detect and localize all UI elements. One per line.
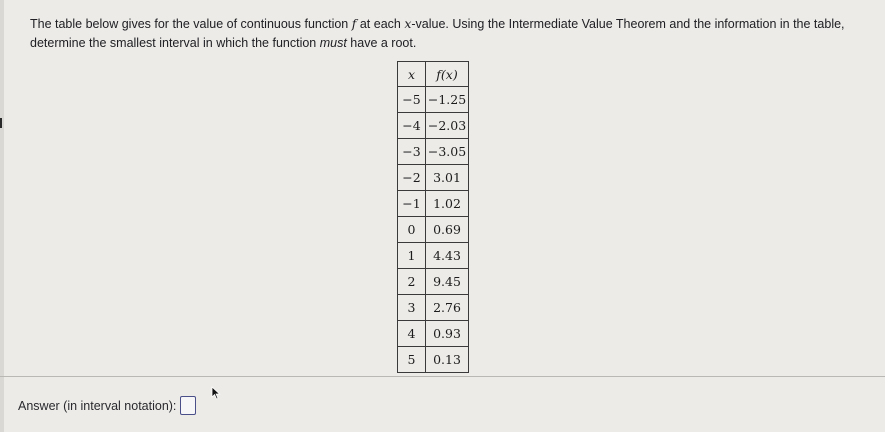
mouse-pointer-icon (211, 386, 221, 400)
cell-fx: 2.76 (426, 295, 469, 321)
cell-fx: 3.01 (426, 165, 469, 191)
table-row (398, 191, 469, 217)
cell-fx: 0.69 (426, 217, 469, 243)
question-line1-start: The table below gives for the value of continuous function (30, 17, 352, 31)
table-header-row (398, 62, 469, 87)
cell-fx: 1.02 (426, 191, 469, 217)
function-symbol: f (351, 16, 357, 31)
table-row (398, 295, 469, 321)
table-row (398, 113, 469, 139)
cell-x: 2 (398, 269, 426, 295)
cell-x: 3 (398, 295, 426, 321)
cell-x: −4 (398, 113, 426, 139)
cell-x: 0 (398, 217, 426, 243)
header-x: x (398, 62, 426, 87)
cell-fx: −2.03 (426, 113, 469, 139)
cell-x: −5 (398, 87, 426, 113)
cell-fx: −3.05 (426, 139, 469, 165)
cell-fx: −1.25 (426, 87, 469, 113)
cell-x: 1 (398, 243, 426, 269)
table-row (398, 347, 469, 373)
cell-x: 4 (398, 321, 426, 347)
table-row (398, 321, 469, 347)
cell-x: 5 (398, 347, 426, 373)
cell-x: −1 (398, 191, 426, 217)
table-row (398, 217, 469, 243)
cell-fx: 0.93 (426, 321, 469, 347)
table-row (398, 139, 469, 165)
question-line2-start: determine the smallest interval in which the function (30, 36, 320, 50)
table-row (398, 269, 469, 295)
section-divider (0, 376, 885, 377)
answer-input[interactable] (180, 396, 196, 415)
question-line1-mid: at each (356, 17, 405, 31)
cell-fx: 9.45 (426, 269, 469, 295)
table-row (398, 243, 469, 269)
question-line2-end: have a root. (346, 36, 417, 50)
header-fx: f(x) (426, 62, 469, 87)
table-row (398, 87, 469, 113)
question-line1-rest: -value. Using the Intermediate Value Theorem and the information in the table, (411, 17, 845, 31)
cell-fx: 0.13 (426, 347, 469, 373)
x-symbol: x (404, 16, 412, 31)
answer-label: Answer (in interval notation): (18, 398, 177, 413)
function-values-table (397, 61, 469, 373)
page-left-edge (0, 0, 4, 432)
table-row (398, 165, 469, 191)
cell-x: −2 (398, 165, 426, 191)
question-emphasis-must: must (319, 36, 347, 50)
cell-fx: 4.43 (426, 243, 469, 269)
text-cursor-icon (0, 118, 2, 128)
question-text (30, 14, 865, 53)
answer-row (18, 396, 196, 415)
cell-x: −3 (398, 139, 426, 165)
